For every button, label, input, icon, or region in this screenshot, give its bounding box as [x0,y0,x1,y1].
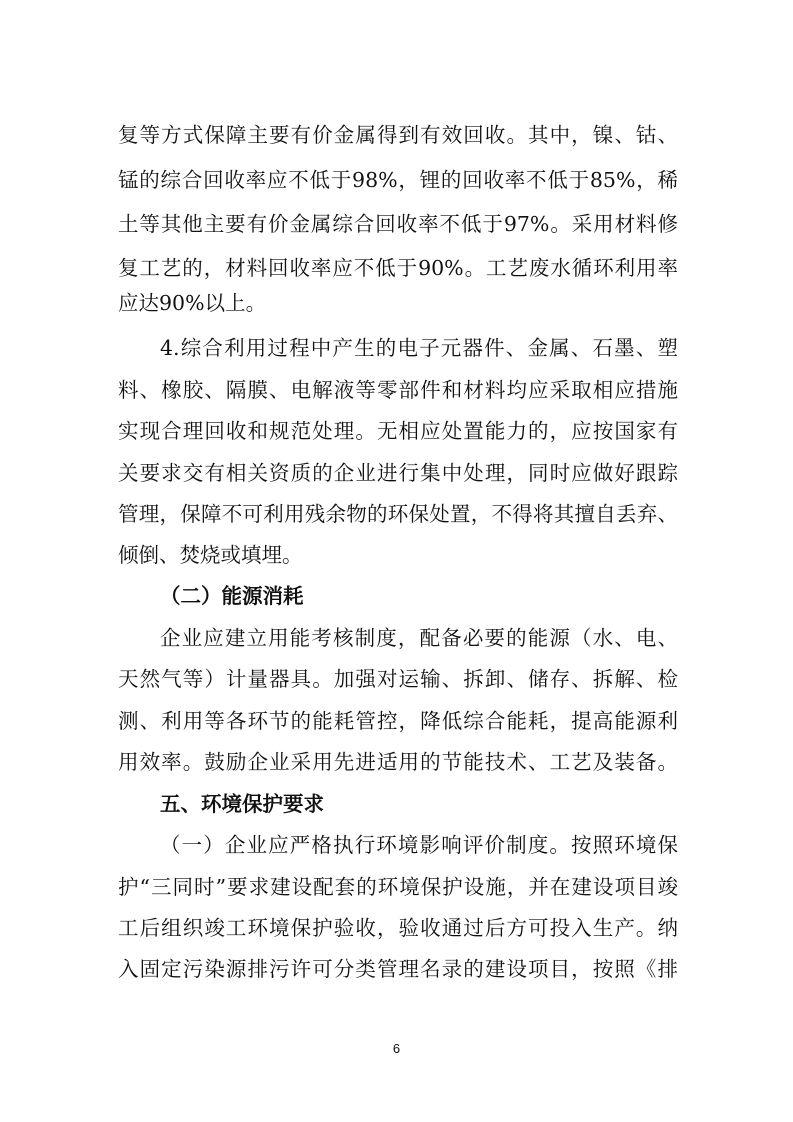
text-line: 测、利用等各环节的能耗管控，降低综合能耗，提高能源利 [118,709,678,733]
text-line: 用效率。鼓励企业采用先进适用的节能技术、工艺及装备。 [118,750,678,774]
text-line: 护“三同时”要求建设配套的环境保护设施，并在建设项目竣 [118,875,678,899]
text-line: 复工艺的，材料回收率应不低于90%。工艺废水循环利用率 [118,256,678,280]
page-number: 6 [392,1041,401,1056]
text-line: 复等方式保障主要有价金属得到有效回收。其中，镍、钴、 [118,123,678,147]
text-line: 料、橡胶、隔膜、电解液等零部件和材料均应采取相应措施 [118,378,678,402]
text-line: （一）企业应严格执行环境影响评价制度。按照环境保 [160,833,678,857]
text-line: 管理，保障不可利用残余物的环保处置，不得将其擅自丢弃、 [118,502,678,526]
text-line: 天然气等）计量器具。加强对运输、拆卸、储存、拆解、检 [118,667,678,691]
text-line: 工后组织竣工环境保护验收，验收通过后方可投入生产。纳 [118,916,678,940]
text-line: 应达90%以上。 [118,291,267,315]
text-line: 倾倒、焚烧或填埋。 [118,543,303,567]
text-line: 企业应建立用能考核制度，配备必要的能源（水、电、 [160,626,678,650]
text-line: 实现合理回收和规范处理。无相应处置能力的，应按国家有 [118,419,678,443]
section-heading-environment: 五、环境保护要求 [160,792,324,816]
section-heading-energy: （二）能源消耗 [160,584,304,608]
text-line: 土等其他主要有价金属综合回收率不低于97%。采用材料修 [118,212,678,236]
text-line: 4.综合利用过程中产生的电子元器件、金属、石墨、塑 [160,336,678,360]
text-line: 锰的综合回收率应不低于98%，锂的回收率不低于85%，稀 [118,168,678,192]
text-line: 入固定污染源排污许可分类管理名录的建设项目，按照《排 [118,957,678,981]
text-line: 关要求交有相关资质的企业进行集中处理，同时应做好跟踪 [118,461,678,485]
